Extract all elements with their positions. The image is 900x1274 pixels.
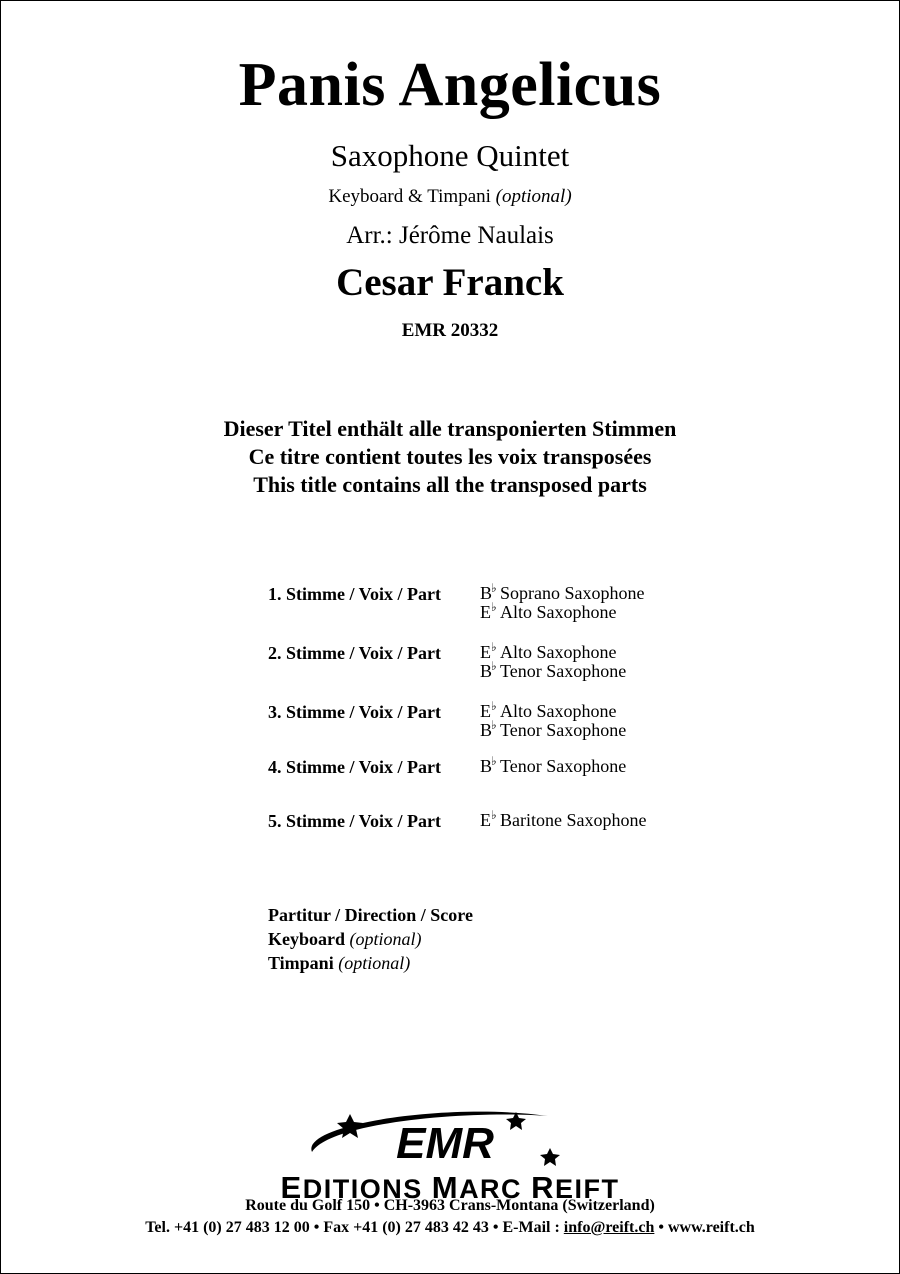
instrument-name: Alto Saxophone xyxy=(500,642,617,662)
part-label: 5. Stimme / Voix / Part xyxy=(268,811,441,831)
instrument xyxy=(480,581,645,603)
logo-text: EMR xyxy=(396,1119,494,1168)
extras-list xyxy=(268,903,473,975)
score-label: Partitur / Direction / Score xyxy=(268,905,473,925)
instrument xyxy=(480,808,647,830)
instrument-name: Tenor Saxophone xyxy=(500,661,627,681)
flat-symbol: ♭ xyxy=(491,718,497,732)
key-letter: B xyxy=(480,583,493,603)
flat-symbol: ♭ xyxy=(491,659,497,673)
key-letter: B xyxy=(480,720,493,740)
optional-note: (optional) xyxy=(495,186,572,207)
instrumentation-line xyxy=(0,186,900,208)
instrument xyxy=(480,640,617,662)
instrument-name: Tenor Saxophone xyxy=(500,720,627,740)
instrument-name: Tenor Saxophone xyxy=(500,756,627,776)
publisher-contact: Tel. +41 (0) 27 483 12 00 • Fax +41 (0) 27 483 42 43 • E-Mail : info@reift.ch • www.reift.ch xyxy=(145,1219,755,1236)
key-letter: E xyxy=(480,642,491,662)
flat-symbol: ♭ xyxy=(491,808,497,822)
page-title: Panis Angelicus xyxy=(238,51,662,119)
publisher-name: EDITIONS MARC REIFT xyxy=(280,1170,620,1205)
optional-note: (optional) xyxy=(349,929,422,949)
subtitle: Saxophone Quintet xyxy=(330,138,570,173)
instrument xyxy=(480,718,627,740)
instrument-name: Baritone Saxophone xyxy=(500,810,647,830)
instrument-name: Soprano Saxophone xyxy=(500,583,645,603)
arranger: Arr.: Jérôme Naulais xyxy=(346,222,554,249)
part-label: 1. Stimme / Voix / Part xyxy=(268,584,441,604)
instrument-name: Alto Saxophone xyxy=(500,701,617,721)
flat-symbol: ♭ xyxy=(491,640,497,654)
flat-symbol: ♭ xyxy=(491,581,497,595)
instrument xyxy=(480,699,617,721)
instrument xyxy=(480,754,627,776)
instrument xyxy=(480,659,627,681)
composer: Cesar Franck xyxy=(336,261,564,304)
part-label: 2. Stimme / Voix / Part xyxy=(268,643,441,663)
instrument-name: Alto Saxophone xyxy=(500,602,617,622)
key-letter: B xyxy=(480,756,493,776)
instrumentation: Keyboard & Timpani xyxy=(328,186,491,207)
catalog-number: EMR 20332 xyxy=(401,320,499,341)
part-label: 4. Stimme / Voix / Part xyxy=(268,757,441,777)
flat-symbol: ♭ xyxy=(491,600,497,614)
keyboard-label: Keyboard xyxy=(268,929,346,949)
flat-symbol: ♭ xyxy=(491,754,497,768)
timpani-label: Timpani xyxy=(268,953,334,973)
notice-english: This title contains all the transposed parts xyxy=(253,472,647,497)
notice-french: Ce titre contient toutes les voix transposées xyxy=(248,444,652,469)
email-link[interactable]: info@reift.ch xyxy=(563,1219,655,1236)
instrument xyxy=(480,600,617,622)
part-label: 3. Stimme / Voix / Part xyxy=(268,702,441,722)
notice-german: Dieser Titel enthält alle transponierten Stimmen xyxy=(223,416,677,441)
publisher-address: Route du Golf 150 • CH-3963 Crans-Montana (Switzerland) xyxy=(245,1197,655,1214)
flat-symbol: ♭ xyxy=(491,699,497,713)
key-letter: E xyxy=(480,602,491,622)
key-letter: B xyxy=(480,661,493,681)
emr-logo xyxy=(290,1104,610,1174)
key-letter: E xyxy=(480,810,491,830)
optional-note: (optional) xyxy=(338,953,411,973)
key-letter: E xyxy=(480,701,491,721)
